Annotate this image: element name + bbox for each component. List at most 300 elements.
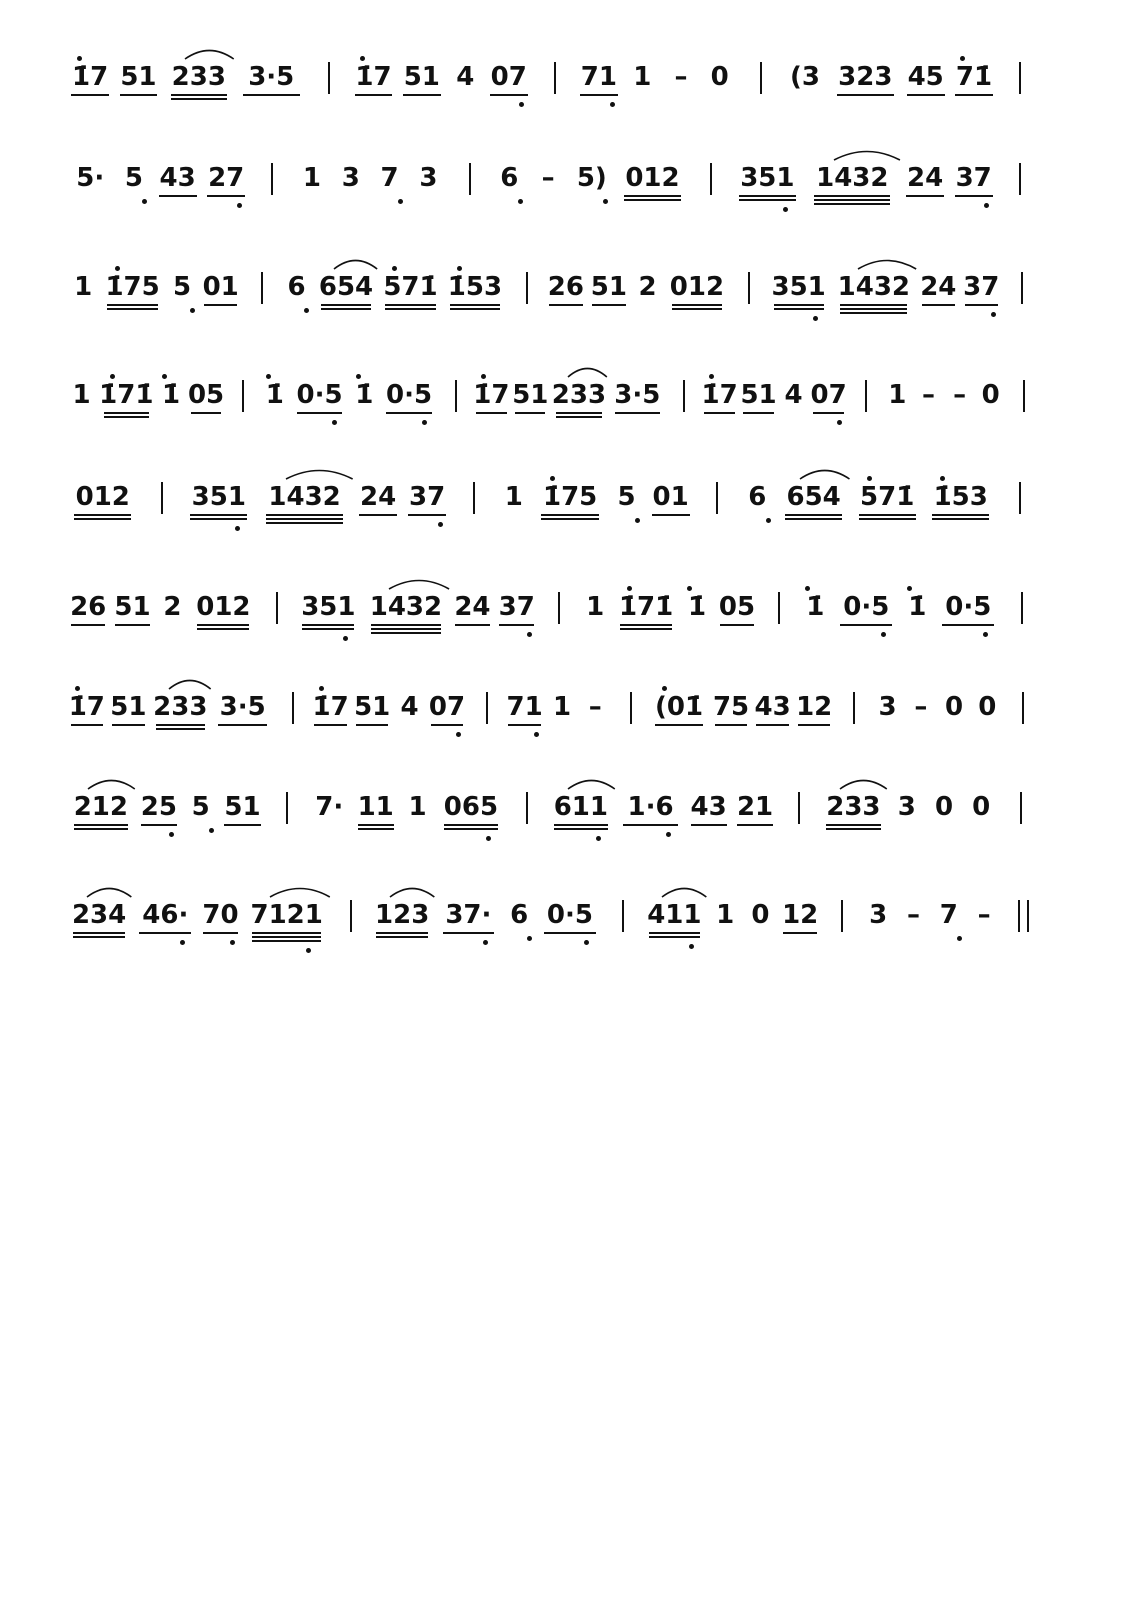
note-group: 1̇ bbox=[908, 592, 927, 622]
note-group: 01 bbox=[202, 272, 239, 302]
duration-underline bbox=[104, 412, 150, 414]
note-group: 5 bbox=[617, 482, 636, 512]
low-octave-dot bbox=[237, 203, 242, 208]
duration-underline bbox=[450, 308, 500, 310]
note-group: 4 bbox=[784, 380, 803, 410]
slur-arc bbox=[184, 46, 235, 60]
duration-underline bbox=[455, 624, 490, 626]
note-group: 43 bbox=[754, 692, 791, 722]
duration-underline bbox=[191, 412, 221, 414]
note-group: 411 bbox=[647, 900, 702, 930]
duration-underline bbox=[73, 936, 125, 938]
duration-underline bbox=[107, 308, 157, 310]
duration-underline bbox=[624, 195, 681, 197]
duration-underline bbox=[743, 412, 773, 414]
note-group: 51 bbox=[224, 792, 261, 822]
duration-underline bbox=[371, 624, 440, 626]
duration-underline bbox=[907, 94, 945, 96]
note-group: 1 bbox=[72, 380, 91, 410]
barline bbox=[350, 900, 352, 932]
duration-underline bbox=[252, 940, 321, 942]
duration-underline bbox=[691, 824, 727, 826]
note-group: 46· bbox=[142, 900, 189, 930]
note-group: 51 bbox=[403, 62, 440, 92]
note-group: 43 bbox=[159, 163, 196, 193]
note-group: 1̇7 bbox=[701, 380, 738, 410]
barline bbox=[798, 792, 800, 824]
note-group: 0 bbox=[972, 792, 991, 822]
barline bbox=[469, 163, 471, 195]
low-octave-dot bbox=[957, 936, 962, 941]
note-group: 0 bbox=[978, 692, 997, 722]
duration-underline bbox=[615, 412, 661, 414]
note-group: 233 bbox=[826, 792, 881, 822]
note-group: 0·5 bbox=[843, 592, 890, 622]
note-group: 37 bbox=[409, 482, 446, 512]
low-octave-dot bbox=[534, 732, 539, 737]
barline bbox=[161, 482, 163, 514]
barline bbox=[286, 792, 288, 824]
note-group: 51 bbox=[512, 380, 549, 410]
note-group: 05 bbox=[187, 380, 225, 410]
barline bbox=[554, 62, 556, 94]
duration-underline bbox=[190, 514, 247, 516]
low-octave-dot bbox=[603, 199, 608, 204]
barline bbox=[1021, 592, 1023, 624]
barline bbox=[261, 272, 263, 304]
low-octave-dot bbox=[235, 526, 240, 531]
duration-underline bbox=[490, 94, 528, 96]
note-group: 51 bbox=[740, 380, 777, 410]
high-octave-dot bbox=[481, 374, 486, 379]
low-octave-dot bbox=[306, 948, 311, 953]
note-group: 4 bbox=[456, 62, 475, 92]
low-octave-dot bbox=[304, 308, 309, 313]
low-octave-dot bbox=[343, 636, 348, 641]
duration-underline bbox=[297, 412, 343, 414]
low-octave-dot bbox=[527, 936, 532, 941]
duration-underline bbox=[756, 724, 788, 726]
note-group: 1432 bbox=[816, 163, 889, 193]
duration-underline bbox=[171, 94, 228, 96]
barline bbox=[455, 380, 457, 412]
low-octave-dot bbox=[837, 420, 842, 425]
note-group: 1̇ bbox=[355, 380, 374, 410]
low-octave-dot bbox=[881, 632, 886, 637]
duration-underline bbox=[783, 932, 817, 934]
slur-arc bbox=[333, 256, 378, 270]
note-group: 12 bbox=[782, 900, 819, 930]
note-group: 26 bbox=[70, 592, 107, 622]
high-octave-dot bbox=[627, 586, 632, 591]
slur-arc bbox=[567, 776, 616, 790]
note-group: 51 bbox=[110, 692, 147, 722]
low-octave-dot bbox=[766, 518, 771, 523]
duration-underline bbox=[813, 412, 843, 414]
low-octave-dot bbox=[180, 940, 185, 945]
duration-underline bbox=[71, 724, 103, 726]
note-group: 5 bbox=[172, 272, 192, 302]
note-group: 5 bbox=[191, 792, 210, 822]
low-octave-dot bbox=[486, 836, 491, 841]
duration-underline bbox=[321, 304, 371, 306]
note-group: 0 bbox=[945, 692, 964, 722]
note-group: 351 bbox=[301, 592, 356, 622]
barline bbox=[526, 272, 528, 304]
duration-underline bbox=[386, 412, 432, 414]
score-line-5 bbox=[0, 482, 1140, 582]
note-group: 6 bbox=[748, 482, 767, 512]
note-group: 1̇ bbox=[806, 592, 825, 622]
duration-underline bbox=[358, 824, 394, 826]
note-group: 1̇53 bbox=[933, 482, 988, 512]
high-octave-dot bbox=[457, 266, 462, 271]
duration-underline bbox=[544, 932, 596, 934]
barline bbox=[748, 272, 750, 304]
duration-underline bbox=[71, 624, 106, 626]
duration-underline bbox=[704, 412, 734, 414]
note-group: 611 bbox=[553, 792, 608, 822]
note-group: 571̇ bbox=[383, 272, 438, 302]
note-group: 3 bbox=[897, 792, 916, 822]
duration-underline bbox=[814, 195, 890, 197]
barline bbox=[242, 380, 244, 412]
final-barline bbox=[1018, 900, 1029, 932]
duration-underline bbox=[243, 94, 300, 96]
note-group: 3 bbox=[341, 163, 360, 193]
note-group: 37 bbox=[963, 272, 1000, 302]
note-group: 5 bbox=[124, 163, 143, 193]
note-group: 2 bbox=[163, 592, 182, 622]
note-group: – bbox=[674, 62, 688, 92]
low-octave-dot bbox=[983, 632, 988, 637]
high-octave-dot bbox=[867, 476, 872, 481]
duration-underline bbox=[554, 828, 608, 830]
note-group: 11 bbox=[357, 792, 394, 822]
duration-underline bbox=[302, 628, 354, 630]
low-octave-dot bbox=[438, 522, 443, 527]
low-octave-dot bbox=[456, 732, 461, 737]
low-octave-dot bbox=[666, 832, 671, 837]
note-group: 0 bbox=[934, 792, 954, 822]
barline bbox=[622, 900, 624, 932]
note-group: 5· bbox=[76, 163, 105, 193]
score-line-2 bbox=[0, 163, 1140, 263]
note-group: 1 bbox=[408, 792, 427, 822]
note-group: 1432 bbox=[268, 482, 341, 512]
duration-underline bbox=[218, 724, 267, 726]
note-group: 5) bbox=[576, 163, 607, 193]
note-group: 3 bbox=[419, 163, 438, 193]
duration-underline bbox=[358, 828, 394, 830]
duration-underline bbox=[826, 824, 880, 826]
high-octave-dot bbox=[115, 266, 120, 271]
note-group: 3 bbox=[869, 900, 888, 930]
duration-underline bbox=[190, 518, 247, 520]
note-group: 3·5 bbox=[248, 62, 295, 92]
barline bbox=[526, 792, 528, 824]
high-octave-dot bbox=[907, 586, 912, 591]
duration-underline bbox=[71, 94, 109, 96]
note-group: 065 bbox=[443, 792, 499, 822]
note-group: 71 bbox=[580, 62, 617, 92]
duration-underline bbox=[197, 624, 249, 626]
duration-underline bbox=[115, 624, 150, 626]
note-group: – bbox=[541, 163, 555, 193]
duration-underline bbox=[859, 518, 916, 520]
slur-arc bbox=[799, 466, 850, 480]
note-group: 1̇7 bbox=[68, 692, 105, 722]
duration-underline bbox=[798, 724, 830, 726]
high-octave-dot bbox=[77, 56, 82, 61]
note-group: 1̇71̇ bbox=[99, 380, 154, 410]
note-group: 351 bbox=[771, 272, 826, 302]
duration-underline bbox=[266, 522, 342, 524]
note-group: 323 bbox=[838, 62, 893, 92]
note-group: 24 bbox=[454, 592, 491, 622]
note-group: – bbox=[906, 900, 920, 930]
note-group: 0 bbox=[710, 62, 729, 92]
slur-arc bbox=[87, 776, 136, 790]
high-octave-dot bbox=[550, 476, 555, 481]
note-group: 1·6 bbox=[627, 792, 674, 822]
barline bbox=[1019, 62, 1021, 94]
duration-underline bbox=[652, 514, 690, 516]
barline bbox=[1020, 792, 1022, 824]
note-group: 1 bbox=[716, 900, 735, 930]
duration-underline bbox=[624, 199, 681, 201]
note-group: 654 bbox=[786, 482, 841, 512]
low-octave-dot bbox=[142, 199, 147, 204]
duration-underline bbox=[840, 308, 907, 310]
barline bbox=[473, 482, 475, 514]
duration-underline bbox=[444, 824, 498, 826]
note-group: 012 bbox=[625, 163, 680, 193]
duration-underline bbox=[431, 724, 463, 726]
duration-underline bbox=[73, 932, 125, 934]
note-group: 1 bbox=[74, 272, 93, 302]
duration-underline bbox=[592, 304, 626, 306]
note-group: 05 bbox=[718, 592, 756, 622]
low-octave-dot bbox=[783, 207, 788, 212]
high-octave-dot bbox=[805, 586, 810, 591]
high-octave-dot bbox=[356, 374, 361, 379]
duration-underline bbox=[408, 514, 446, 516]
duration-underline bbox=[649, 932, 701, 934]
duration-underline bbox=[197, 628, 249, 630]
note-group: 45 bbox=[907, 62, 944, 92]
note-group: – bbox=[977, 900, 991, 930]
duration-underline bbox=[444, 828, 498, 830]
note-group: 2 bbox=[638, 272, 657, 302]
low-octave-dot bbox=[584, 940, 589, 945]
duration-underline bbox=[107, 304, 157, 306]
duration-underline bbox=[840, 304, 907, 306]
duration-underline bbox=[942, 624, 994, 626]
duration-underline bbox=[655, 724, 704, 726]
slur-arc bbox=[168, 676, 212, 690]
duration-underline bbox=[224, 824, 260, 826]
note-group: 12 bbox=[796, 692, 833, 722]
note-group: 07 bbox=[810, 380, 847, 410]
note-group: 43 bbox=[690, 792, 727, 822]
barline bbox=[1022, 692, 1024, 724]
note-group: 1̇ bbox=[688, 592, 707, 622]
note-group: 6 bbox=[287, 272, 306, 302]
duration-underline bbox=[720, 624, 755, 626]
duration-underline bbox=[556, 412, 602, 414]
note-group: 25 bbox=[140, 792, 177, 822]
duration-underline bbox=[932, 518, 989, 520]
note-group: 1 bbox=[586, 592, 605, 622]
duration-underline bbox=[955, 195, 993, 197]
high-octave-dot bbox=[110, 374, 115, 379]
duration-underline bbox=[385, 304, 435, 306]
duration-underline bbox=[302, 624, 354, 626]
barline bbox=[1019, 482, 1021, 514]
note-group: 1̇53 bbox=[447, 272, 503, 302]
note-group: – bbox=[953, 380, 967, 410]
slur-arc bbox=[388, 576, 450, 590]
note-group: 654 bbox=[318, 272, 374, 302]
note-group: 1432 bbox=[369, 592, 443, 622]
note-group: 07 bbox=[490, 62, 527, 92]
duration-underline bbox=[476, 412, 506, 414]
note-group: 7 bbox=[380, 163, 399, 193]
note-group: 0·5 bbox=[296, 380, 343, 410]
low-octave-dot bbox=[422, 420, 427, 425]
barline bbox=[328, 62, 330, 94]
duration-underline bbox=[321, 308, 371, 310]
note-group: 01 bbox=[652, 482, 689, 512]
high-octave-dot bbox=[319, 686, 324, 691]
duration-underline bbox=[74, 514, 131, 516]
note-group: 51 bbox=[354, 692, 391, 722]
duration-underline bbox=[359, 514, 397, 516]
barline bbox=[271, 163, 273, 195]
duration-underline bbox=[649, 936, 701, 938]
duration-underline bbox=[715, 724, 747, 726]
note-group: 012 bbox=[196, 592, 251, 622]
note-group: 24 bbox=[920, 272, 957, 302]
note-group: 4 bbox=[400, 692, 419, 722]
duration-underline bbox=[541, 514, 598, 516]
duration-underline bbox=[932, 514, 989, 516]
high-octave-dot bbox=[940, 476, 945, 481]
note-group: 571̇ bbox=[860, 482, 915, 512]
note-group: 1 bbox=[302, 163, 321, 193]
duration-underline bbox=[515, 412, 545, 414]
low-octave-dot bbox=[984, 203, 989, 208]
low-octave-dot bbox=[527, 632, 532, 637]
barline bbox=[292, 692, 294, 724]
slur-arc bbox=[285, 466, 354, 480]
note-group: 07 bbox=[428, 692, 466, 722]
duration-underline bbox=[266, 518, 342, 520]
note-group: 0 bbox=[981, 380, 1000, 410]
note-group: 37 bbox=[955, 163, 992, 193]
note-group: 27 bbox=[208, 163, 245, 193]
note-group: 37 bbox=[498, 592, 535, 622]
barline bbox=[1023, 380, 1025, 412]
duration-underline bbox=[443, 932, 495, 934]
duration-underline bbox=[266, 514, 342, 516]
low-octave-dot bbox=[332, 420, 337, 425]
duration-underline bbox=[580, 94, 618, 96]
note-group: 233 bbox=[551, 380, 607, 410]
duration-underline bbox=[737, 824, 773, 826]
note-group: 71̇ bbox=[955, 62, 993, 92]
note-group: (01̇ bbox=[655, 692, 704, 722]
note-group: 51 bbox=[120, 62, 157, 92]
note-group: 233 bbox=[171, 62, 226, 92]
note-group: 1̇7 bbox=[355, 62, 392, 92]
low-octave-dot bbox=[398, 199, 403, 204]
note-group: 012 bbox=[669, 272, 725, 302]
low-octave-dot bbox=[689, 944, 694, 949]
duration-underline bbox=[112, 724, 144, 726]
note-group: 0 bbox=[751, 900, 770, 930]
duration-underline bbox=[739, 199, 796, 201]
high-octave-dot bbox=[266, 374, 271, 379]
low-octave-dot bbox=[813, 316, 818, 321]
duration-underline bbox=[355, 94, 393, 96]
duration-underline bbox=[508, 724, 540, 726]
barline bbox=[716, 482, 718, 514]
barline bbox=[558, 592, 560, 624]
duration-underline bbox=[204, 304, 238, 306]
duration-underline bbox=[774, 308, 824, 310]
low-octave-dot bbox=[230, 940, 235, 945]
slur-arc bbox=[833, 147, 901, 161]
note-group: 24 bbox=[907, 163, 944, 193]
duration-underline bbox=[785, 518, 842, 520]
note-group: 21 bbox=[736, 792, 774, 822]
duration-underline bbox=[840, 312, 907, 314]
note-group: 351 bbox=[740, 163, 795, 193]
note-group: 1̇7 bbox=[72, 62, 109, 92]
note-group: – bbox=[921, 380, 935, 410]
duration-underline bbox=[739, 195, 796, 197]
duration-underline bbox=[450, 304, 500, 306]
note-group: 0·5 bbox=[385, 380, 433, 410]
barline bbox=[276, 592, 278, 624]
note-group: 6 bbox=[500, 163, 519, 193]
low-octave-dot bbox=[596, 836, 601, 841]
note-group: 3·5 bbox=[219, 692, 266, 722]
duration-underline bbox=[203, 932, 237, 934]
note-group: 1 bbox=[888, 380, 907, 410]
note-group: 1̇ bbox=[265, 380, 284, 410]
duration-underline bbox=[74, 518, 131, 520]
note-group: 1̇71̇ bbox=[618, 592, 674, 622]
duration-underline bbox=[837, 94, 894, 96]
duration-underline bbox=[554, 824, 608, 826]
score-line-8 bbox=[0, 792, 1140, 892]
high-octave-dot bbox=[162, 374, 167, 379]
slur-arc bbox=[86, 884, 132, 898]
slur-arc bbox=[857, 256, 917, 270]
barline bbox=[841, 900, 843, 932]
barline bbox=[486, 692, 488, 724]
note-group: (3 bbox=[789, 62, 820, 92]
low-octave-dot bbox=[519, 102, 524, 107]
duration-underline bbox=[499, 624, 534, 626]
note-group: 75 bbox=[712, 692, 750, 722]
note-group: 1 bbox=[633, 62, 652, 92]
note-group: 70 bbox=[202, 900, 239, 930]
low-octave-dot bbox=[518, 199, 523, 204]
